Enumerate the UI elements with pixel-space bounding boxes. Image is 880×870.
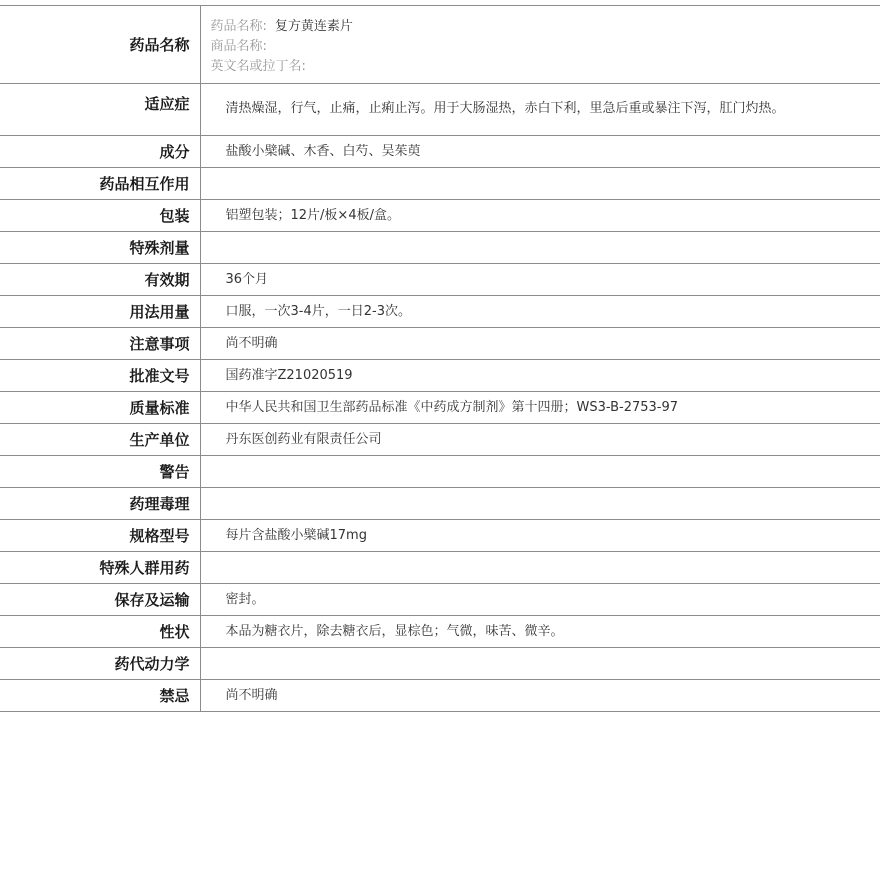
row-label: 适应症: [0, 84, 200, 136]
table-row: [0, 648, 880, 680]
row-value: 每片含盐酸小檗碱17mg: [200, 520, 880, 552]
table-row: [0, 360, 880, 392]
row-label: 包装: [0, 200, 200, 232]
generic-name-value: 复方黄连素片: [274, 18, 353, 34]
row-value: 密封。: [200, 584, 880, 616]
drug-spec-table: [0, 5, 880, 712]
row-value: 尚不明确: [200, 328, 880, 360]
row-label: 警告: [0, 456, 200, 488]
row-value: [200, 648, 880, 680]
table-row: [0, 424, 880, 456]
row-label: 用法用量: [0, 296, 200, 328]
row-value: [200, 456, 880, 488]
table-row: [0, 168, 880, 200]
table-row: [0, 328, 880, 360]
table-row: [0, 232, 880, 264]
table-row: [0, 264, 880, 296]
row-label: 特殊剂量: [0, 232, 200, 264]
table-row: [0, 136, 880, 168]
row-value: 中华人民共和国卫生部药品标准《中药成方制剂》第十四册；WS3-B-2753-97: [200, 392, 880, 424]
row-label: 性状: [0, 616, 200, 648]
row-label: 特殊人群用药: [0, 552, 200, 584]
drug-name-block: [201, 7, 880, 83]
table-row: [0, 584, 880, 616]
drug-name-cell: [200, 6, 880, 84]
table-row-drug-name: [0, 6, 880, 84]
row-value: 口服，一次3-4片，一日2-3次。: [200, 296, 880, 328]
row-label: 注意事项: [0, 328, 200, 360]
table-row: [0, 488, 880, 520]
row-label: 药品名称: [0, 6, 200, 84]
english-name-label: 英文名或拉丁名:: [210, 58, 306, 74]
row-value: 国药准字Z21020519: [200, 360, 880, 392]
row-value: 本品为糖衣片，除去糖衣后，显棕色；气微，味苦、微辛。: [200, 616, 880, 648]
row-label: 药理毒理: [0, 488, 200, 520]
row-value: [200, 488, 880, 520]
table-row: [0, 200, 880, 232]
english-name-line: [211, 57, 880, 77]
row-value: 盐酸小檗碱、木香、白芍、吴茱萸: [200, 136, 880, 168]
row-label: 保存及运输: [0, 584, 200, 616]
table-row: [0, 84, 880, 136]
row-value: [200, 552, 880, 584]
table-row: [0, 392, 880, 424]
row-value: [200, 168, 880, 200]
table-row: [0, 552, 880, 584]
trade-name-label: 商品名称:: [210, 38, 267, 54]
row-value: 铝塑包装；12片/板×4板/盒。: [200, 200, 880, 232]
table-row: [0, 680, 880, 712]
table-row: [0, 456, 880, 488]
row-label: 规格型号: [0, 520, 200, 552]
row-label: 批准文号: [0, 360, 200, 392]
generic-name-label: 药品名称:: [210, 18, 267, 34]
row-label: 有效期: [0, 264, 200, 296]
row-value: 尚不明确: [200, 680, 880, 712]
row-value: [200, 232, 880, 264]
row-label: 质量标准: [0, 392, 200, 424]
row-label: 成分: [0, 136, 200, 168]
table-row: [0, 520, 880, 552]
row-label: 禁忌: [0, 680, 200, 712]
row-label: 药代动力学: [0, 648, 200, 680]
row-value: 清热燥湿，行气，止痛，止痢止泻。用于大肠湿热，赤白下利，里急后重或暴注下泻，肛门灼热。: [200, 84, 880, 136]
row-label: 生产单位: [0, 424, 200, 456]
table-row: [0, 296, 880, 328]
table-row: [0, 616, 880, 648]
row-value: 36个月: [200, 264, 880, 296]
trade-name-line: [211, 37, 880, 57]
row-value: 丹东医创药业有限责任公司: [200, 424, 880, 456]
generic-name-line: [211, 17, 880, 37]
row-label: 药品相互作用: [0, 168, 200, 200]
